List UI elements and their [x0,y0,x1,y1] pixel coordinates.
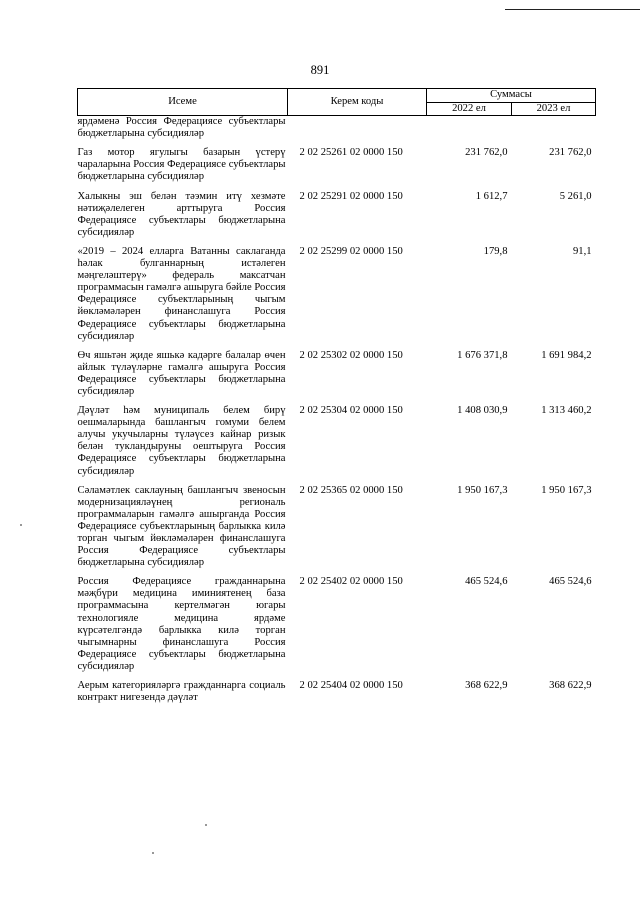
row-name: Газ мотор ягулыгы базарын үстерү чараларына Россия Федерациясе субъектлары бюджетларына субсидияләр [77,147,286,183]
row-amount-2023: 1 691 984,2 [541,349,592,361]
row-name: Халыкны эш белән тәэмин итү хезмәте нәтиҗәлелеген арттыруга Россия Федерациясе субъектлары бюджетларына субсидияләр [77,190,286,238]
row-amount-2022: 1 612,7 [475,190,508,202]
table-row [78,147,596,190]
row-amount-2022: 1 676 371,8 [457,349,508,361]
row-amount-2023: 5 261,0 [559,190,592,202]
row-amount-2022 [427,116,512,148]
table-row [78,680,596,704]
row-name: Сәламәтлек саклауның башлангыч звеносын модернизацияләүнең региональ программаларын гамәлгә ашырганда Россия Федерациясе субъектларының барлыкка килә торган чыгым йөкләмәләрен финанслашуга Россия Федерациясе субъектлары бюджетларына субсидияләр [77,484,286,569]
row-amount-2023: 231 762,0 [549,147,592,159]
row-name: Өч яшьтән җиде яшькә кадәрге балалар өчен айлык түләүләрне гамәлгә ашыруга Россия Федерациясе субъектлары бюджетларына субсидияләр [77,349,286,397]
row-amount-2023: 1 950 167,3 [541,484,592,496]
row-name: Россия Федерациясе гражданнарына мәҗбүри медицина иминиятенең база программасына кертелмәгән югары технологияле медицина ярдәме күрсәтелгәндә барлыкка килә торган чыгымнарны финанслашуга Россия Федерациясе субъектлары бюджетларына субсидияләр [77,576,286,672]
row-code: 2 02 25291 02 0000 150 [299,190,403,202]
header-name: Исеме [78,89,288,116]
row-code: 2 02 25299 02 0000 150 [299,245,403,257]
row-amount-2023 [512,116,596,148]
table-row [78,191,596,246]
row-amount-2022: 1 408 030,9 [457,405,508,417]
scan-speck [205,824,207,826]
row-amount-2022: 179,8 [483,245,508,257]
header-code: Керем коды [288,89,427,116]
row-amount-2023: 368 622,9 [549,680,592,692]
scan-speck [152,852,154,854]
row-name: ярдәменә Россия Федерациясе субъектлары бюджетларына субсидияләр [77,116,286,140]
row-code: 2 02 25402 02 0000 150 [299,576,403,588]
row-amount-2022: 465 524,6 [465,576,508,588]
row-amount-2023: 91,1 [572,245,592,257]
table-row [78,350,596,405]
header-year-2023: 2023 ел [512,103,596,116]
row-amount-2022: 1 950 167,3 [457,484,508,496]
row-code: 2 02 25404 02 0000 150 [299,680,403,692]
row-amount-2023: 465 524,6 [549,576,592,588]
table-row [78,485,596,577]
table-row [78,576,596,680]
header-amounts: Суммасы [427,89,596,103]
header-year-2022: 2022 ел [427,103,512,116]
row-code: 2 02 25261 02 0000 150 [299,147,403,159]
row-code: 2 02 25304 02 0000 150 [299,405,403,417]
table-row [78,246,596,350]
table-row [78,116,596,148]
row-name: Дәүләт һәм муниципаль белем бирү оешмаларында башлангыч гомуми белем алучы укучыларны түләүсез кайнар ризык белән тукландыруны оештыруга Россия Федерациясе субъектлары бюджетларына субсидияләр [77,405,286,477]
row-code: 2 02 25302 02 0000 150 [299,349,403,361]
row-amount-2022: 368 622,9 [465,680,508,692]
scan-speck [20,524,22,526]
budget-table [77,88,596,704]
row-name: «2019 – 2024 елларга Ватанны саклаганда һәлак булганнарның истәлеген мәңгеләштерү» федераль максатчан программасын гамәлгә ашыруга бәйле Россия Федерациясе субъектларының чыгым йөкләмәләрен финанслашуга Россия Федерациясе субъектлары бюджетларына субсидияләр [77,245,286,342]
table-row [78,405,596,485]
top-edge-line [505,9,640,10]
row-code [288,116,427,148]
row-code: 2 02 25365 02 0000 150 [299,484,403,496]
row-amount-2023: 1 313 460,2 [541,405,592,417]
row-name: Аерым категорияләргә гражданнарга социаль контракт нигезендә дәүләт [77,680,286,704]
page-number: 891 [310,63,330,77]
row-amount-2022: 231 762,0 [465,147,508,159]
